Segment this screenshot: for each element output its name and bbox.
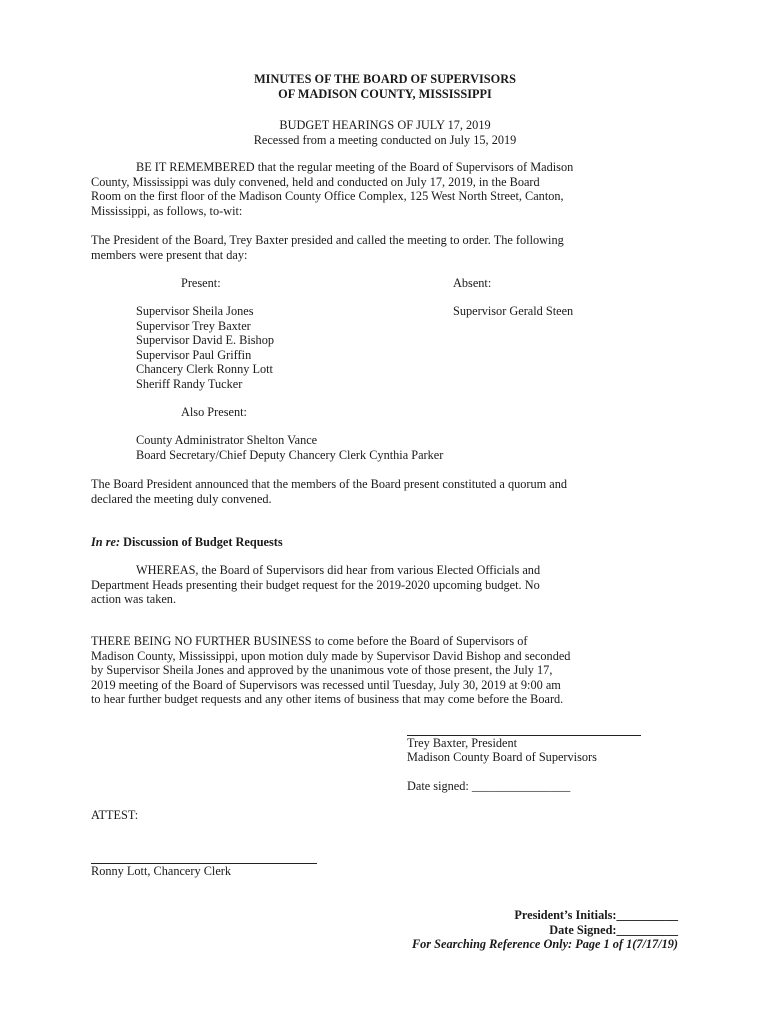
closing-line: to hear further budget requests and any other items of business that may come before the Board.	[91, 692, 564, 707]
president-line: The President of the Board, Trey Baxter presided and called the meeting to order. The following	[91, 233, 564, 247]
present-member: Supervisor Trey Baxter	[136, 318, 251, 333]
item-line: Department Heads presenting their budget request for the 2019-2020 upcoming budget. No	[91, 577, 540, 592]
also-present-member: Board Secretary/Chief Deputy Chancery Clerk Cynthia Parker	[136, 447, 444, 462]
also-present-label: Also Present:	[181, 405, 247, 419]
present-member: Supervisor Sheila Jones	[136, 304, 254, 318]
date-signed-field: Date signed: ________________	[407, 779, 571, 793]
closing-line: 2019 meeting of the Board of Supervisors was recessed until Tuesday, July 30, 2019 at 9:00 am	[91, 677, 561, 692]
page-title-line1: MINUTES OF THE BOARD OF SUPERVISORS	[254, 72, 516, 86]
president-name: Trey Baxter, President	[407, 736, 518, 750]
in-re-label: In re:	[91, 535, 121, 549]
footer-date-signed: Date Signed:__________	[549, 923, 678, 937]
president-line: members were present that day:	[91, 247, 248, 262]
quorum-line: The Board President announced that the members of the Board present constituted a quorum and	[91, 477, 568, 491]
absent-list	[453, 304, 573, 319]
present-member: Supervisor David E. Bishop	[136, 333, 274, 348]
item-line: action was taken.	[91, 592, 177, 607]
absent-member: Supervisor Gerald Steen	[453, 304, 574, 318]
item-paragraph	[91, 563, 681, 607]
item-title: Discussion of Budget Requests	[123, 535, 283, 549]
closing-line: by Supervisor Sheila Jones and approved by the unanimous vote of those present, the July 17,	[91, 663, 553, 678]
present-member: Supervisor Paul Griffin	[136, 347, 252, 362]
intro-line: BE IT REMEMBERED that the regular meeting of the Board of Supervisors of Madison	[136, 160, 574, 174]
also-present-list	[136, 433, 443, 462]
intro-line: Mississippi, as follows, to-wit:	[91, 203, 243, 218]
item-line: WHEREAS, the Board of Supervisors did hear from various Elected Officials and	[136, 563, 541, 577]
closing-line: THERE BEING NO FURTHER BUSINESS to come before the Board of Supervisors of	[91, 634, 528, 648]
absent-label: Absent:	[453, 276, 492, 290]
intro-line: Room on the first floor of the Madison County Office Complex, 125 West North Street, Canton,	[91, 189, 564, 204]
closing-paragraph	[91, 634, 681, 707]
president-paragraph	[91, 233, 681, 262]
item-heading	[91, 535, 283, 550]
intro-paragraph	[91, 160, 681, 218]
quorum-line: declared the meeting duly convened.	[91, 491, 272, 506]
present-member: Chancery Clerk Ronny Lott	[136, 362, 273, 377]
clerk-name: Ronny Lott, Chancery Clerk	[91, 864, 232, 878]
present-label: Present:	[181, 276, 221, 290]
present-list	[136, 304, 274, 392]
quorum-paragraph	[91, 477, 681, 506]
also-present-member: County Administrator Shelton Vance	[136, 433, 318, 447]
page-title-line2: OF MADISON COUNTY, MISSISSIPPI	[278, 87, 492, 101]
attest-label: ATTEST:	[91, 808, 139, 822]
subtitle-line2: Recessed from a meeting conducted on July 15, 2019	[253, 133, 517, 147]
closing-line: Madison County, Mississippi, upon motion duly made by Supervisor David Bishop and seconded	[91, 648, 571, 663]
board-name: Madison County Board of Supervisors	[407, 750, 597, 764]
present-member: Sheriff Randy Tucker	[136, 376, 243, 391]
president-initials: President’s Initials:__________	[514, 908, 678, 922]
intro-line: County, Mississippi was duly convened, held and conducted on July 17, 2019, in the Board	[91, 174, 540, 189]
reference-note: For Searching Reference Only: Page 1 of 1(7/17/19)	[411, 937, 678, 951]
subtitle-line1: BUDGET HEARINGS OF JULY 17, 2019	[279, 118, 491, 132]
